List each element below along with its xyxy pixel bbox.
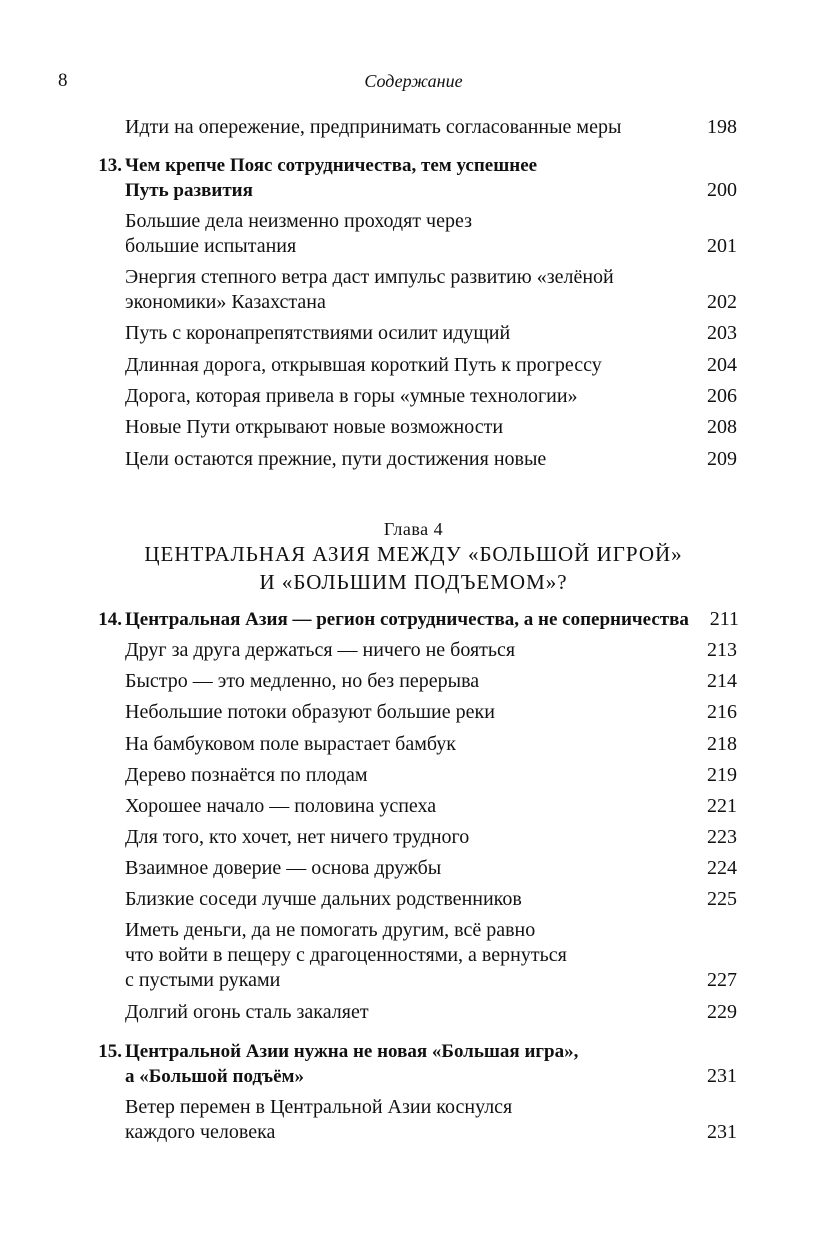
section-title-line: Центральной Азии нужна не новая «Большая игра», [125, 1041, 579, 1062]
toc-entry-page: 224 [707, 857, 737, 879]
toc-entry-page: 214 [707, 670, 737, 692]
toc-entry-page: 209 [707, 448, 737, 470]
toc-entry-text: Близкие соседи лучше дальних родственников [125, 888, 522, 910]
toc-entry-page: 223 [707, 826, 737, 848]
toc-entry-text: экономики» Казахстана [125, 291, 326, 313]
toc-entry-text: Взаимное доверие — основа дружбы [125, 857, 442, 879]
section-page: 211 [709, 608, 739, 630]
toc-entry-page: 203 [707, 322, 737, 344]
toc-entry-page: 221 [707, 795, 737, 817]
section-number: 13. [98, 155, 122, 176]
toc-entry-text: Дорога, которая привела в горы «умные технологии» [125, 385, 578, 407]
section-title-line: Центральная Азия — регион сотрудничества, а не соперничества [125, 609, 689, 630]
toc-entry-page: 216 [707, 701, 737, 723]
toc-entry-page: 208 [707, 416, 737, 438]
toc-entry-page: 206 [707, 385, 737, 407]
running-title: Содержание [364, 71, 463, 91]
toc-entry-text: Иметь деньги, да не помогать другим, всё равно [125, 919, 536, 941]
toc-entry-text: с пустыми руками [125, 969, 281, 991]
toc-entry-page: 198 [707, 116, 737, 138]
toc-entry-page: 231 [707, 1121, 737, 1143]
page-number: 8 [58, 70, 68, 91]
section-page: 231 [707, 1065, 737, 1087]
toc-entry-page: 218 [707, 733, 737, 755]
toc-entry-text: Дерево познаётся по плодам [125, 764, 368, 786]
section-title-line: Чем крепче Пояс сотрудничества, тем успешнее [125, 155, 538, 176]
section-number: 14. [98, 609, 122, 630]
chapter-label: Глава 4 [383, 519, 444, 539]
toc-entry-text: Быстро — это медленно, но без перерыва [125, 670, 480, 692]
toc-entry-text: Идти на опережение, предпринимать согласованные меры [125, 116, 622, 138]
toc-entry-text: Цели остаются прежние, пути достижения новые [125, 448, 547, 470]
toc-entry-page: 227 [707, 969, 737, 991]
toc-entry-text: Энергия степного ветра даст импульс развитию «зелёной [125, 266, 614, 288]
toc-entry-text: что войти в пещеру с драгоценностями, а вернуться [125, 944, 567, 966]
section-number: 15. [98, 1041, 122, 1062]
toc-entry-text: Хорошее начало — половина успеха [125, 795, 437, 817]
running-head [0, 70, 827, 94]
toc-entry-page: 229 [707, 1001, 737, 1023]
chapter-heading [0, 519, 827, 596]
toc-entry-text: На бамбуковом поле вырастает бамбук [125, 733, 456, 755]
toc-entry-text: Небольшие потоки образуют большие реки [125, 701, 495, 723]
toc-entry-page: 213 [707, 639, 737, 661]
toc-entry-text: Новые Пути открывают новые возможности [125, 416, 504, 438]
toc-entry-text: Большие дела неизменно проходят через [125, 210, 472, 232]
toc-entry-text: Долгий огонь сталь закаляет [125, 1001, 369, 1023]
toc-entry-text: Путь с коронапрепятствиями осилит идущий [125, 322, 511, 344]
toc-entry-text: Для того, кто хочет, нет ничего трудного [125, 826, 470, 848]
toc-entry-text: Ветер перемен в Центральной Азии коснулся [125, 1096, 513, 1118]
section-page: 200 [707, 179, 737, 201]
chapter-title-line: И «БОЛЬШИМ ПОДЪЕМОМ»? [259, 570, 568, 594]
toc-entry-page: 225 [707, 888, 737, 910]
toc-entry-page: 202 [707, 291, 737, 313]
toc-entry-page: 201 [707, 235, 737, 257]
toc-entry-page: 219 [707, 764, 737, 786]
toc-entry-text: Длинная дорога, открывшая короткий Путь к прогрессу [125, 354, 602, 376]
toc-entry-text: каждого человека [125, 1121, 276, 1143]
toc-entry-text: большие испытания [125, 235, 297, 257]
section-title-line: а «Большой подъём» [125, 1066, 304, 1087]
toc-entry-text: Друг за друга держаться — ничего не бояться [125, 639, 516, 661]
section-title-line: Путь развития [125, 180, 253, 201]
toc-entry-page: 204 [707, 354, 737, 376]
chapter-title-line: ЦЕНТРАЛЬНАЯ АЗИЯ МЕЖДУ «БОЛЬШОЙ ИГРОЙ» [144, 542, 683, 566]
